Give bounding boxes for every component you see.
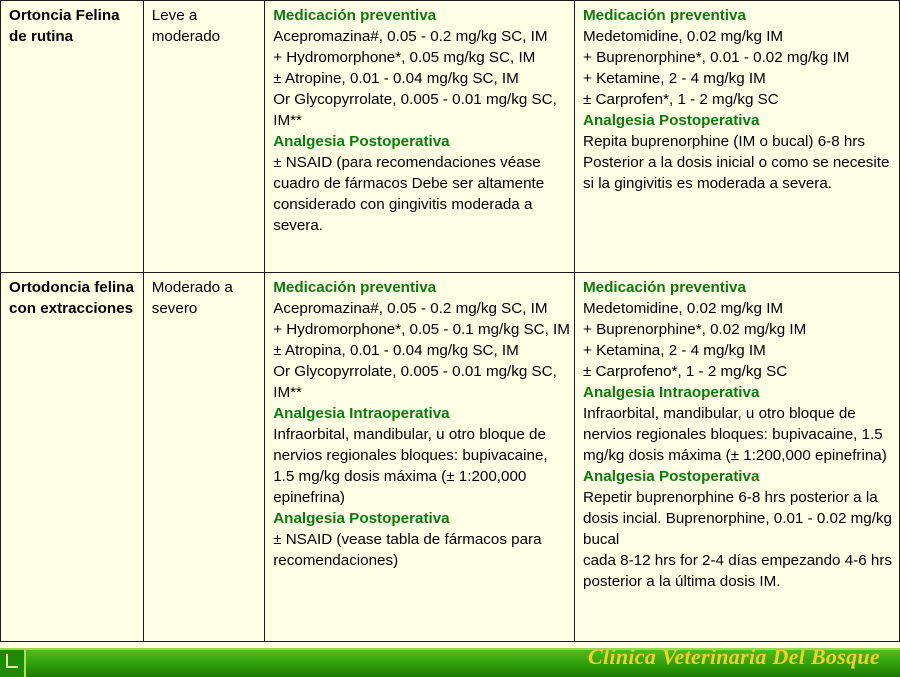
dosage-line: Repetir buprenorphine 6-8 hrs posterior a la dosis incial. Buprenorphine, 0.01 - 0.02 mg/kg bucal bbox=[583, 489, 892, 548]
dosage-line: Acepromazina#, 0.05 - 0.2 mg/kg SC, IM bbox=[273, 28, 548, 45]
section-heading: Medicación preventiva bbox=[273, 279, 437, 296]
dosage-line: ± NSAID (para recomendaciones véase cuadro de fármacos Debe ser altamente considerado con gingivitis moderada a severa. bbox=[273, 154, 545, 234]
dosage-line: ± Atropine, 0.01 - 0.04 mg/kg SC, IM bbox=[273, 70, 519, 87]
dosage-line: + Ketamine, 2 - 4 mg/kg IM bbox=[583, 70, 766, 87]
alternative-cell bbox=[575, 1, 900, 273]
dosage-line: + Hydromorphone*, 0.05 mg/kg SC, IM bbox=[273, 49, 536, 66]
dosage-line: ± Atropina, 0.01 - 0.04 mg/kg SC, IM bbox=[273, 342, 519, 359]
dosage-line: Medetomidine, 0.02 mg/kg IM bbox=[583, 300, 784, 317]
footer-accent bbox=[0, 650, 26, 677]
dosage-line: Medetomidine, 0.02 mg/kg IM bbox=[583, 28, 784, 45]
section-heading: Analgesia Postoperativa bbox=[273, 510, 450, 527]
dosage-line: + Ketamina, 2 - 4 mg/kg IM bbox=[583, 342, 766, 359]
dosage-line: Infraorbital, mandibular, u otro bloque de nervios regionales bloques: bupivacaine, 1.5 mg/kg dosis máxima (± 1:200,000 epinefrina) bbox=[273, 426, 548, 506]
corner-mark-icon bbox=[6, 654, 18, 668]
section-heading: Medicación preventiva bbox=[273, 7, 437, 24]
severity-cell: Moderado a severo bbox=[143, 273, 264, 642]
dosage-line: ± Carprofen*, 1 - 2 mg/kg SC bbox=[583, 91, 779, 108]
dosage-line: Infraorbital, mandibular, u otro bloque de nervios regionales bloques: bupivacaine, 1.5 mg/kg dosis máxima (± 1:200,000 epinefrina) bbox=[583, 405, 887, 464]
table-row bbox=[1, 1, 900, 273]
footer-bar bbox=[0, 648, 900, 677]
table-row bbox=[1, 273, 900, 642]
dosage-line: Or Glycopyrrolate, 0.005 - 0.01 mg/kg SC, IM** bbox=[273, 363, 557, 401]
section-heading: Analgesia Postoperativa bbox=[273, 133, 450, 150]
dosage-line: Acepromazina#, 0.05 - 0.2 mg/kg SC, IM bbox=[273, 300, 548, 317]
severity-cell: Leve a moderado bbox=[143, 1, 264, 273]
section-heading: Analgesia Postoperativa bbox=[583, 112, 760, 129]
dosage-line: + Buprenorphine*, 0.01 - 0.02 mg/kg IM bbox=[583, 49, 850, 66]
section-heading: Analgesia Intraoperativa bbox=[583, 384, 760, 401]
section-heading: Analgesia Intraoperativa bbox=[273, 405, 450, 422]
procedure-cell: Ortodoncia felina con extracciones bbox=[1, 273, 144, 642]
dosage-line: ± NSAID (vease tabla de fármacos para recomendaciones) bbox=[273, 531, 542, 569]
dosage-line: cada 8-12 hrs for 2-4 días empezando 4-6 hrs bbox=[583, 552, 892, 569]
dosage-line: + Buprenorphine*, 0.02 mg/kg IM bbox=[583, 321, 807, 338]
dosage-line: posterior a la última dosis IM. bbox=[583, 573, 781, 590]
anesthesia-cell bbox=[265, 1, 575, 273]
dosage-line: Repita buprenorphine (IM o bucal) 6-8 hrs Posterior a la dosis inicial o como se necesite si la gingivitis es moderada a severa. bbox=[583, 133, 890, 192]
dosage-line: Or Glycopyrrolate, 0.005 - 0.01 mg/kg SC, IM** bbox=[273, 91, 557, 129]
clinic-name: Clinica Veterinaria Del Bosque bbox=[588, 648, 880, 669]
section-heading: Medicación preventiva bbox=[583, 279, 746, 296]
dosage-line: ± Carprofeno*, 1 - 2 mg/kg SC bbox=[583, 363, 788, 380]
dosage-line: + Hydromorphone*, 0.05 - 0.1 mg/kg SC, IM bbox=[273, 321, 570, 338]
section-heading: Medicación preventiva bbox=[583, 7, 746, 24]
procedure-cell: Ortoncia Felina de rutina bbox=[1, 1, 144, 273]
anesthesia-cell bbox=[265, 273, 575, 642]
section-heading: Analgesia Postoperativa bbox=[583, 468, 760, 485]
alternative-cell bbox=[575, 273, 900, 642]
